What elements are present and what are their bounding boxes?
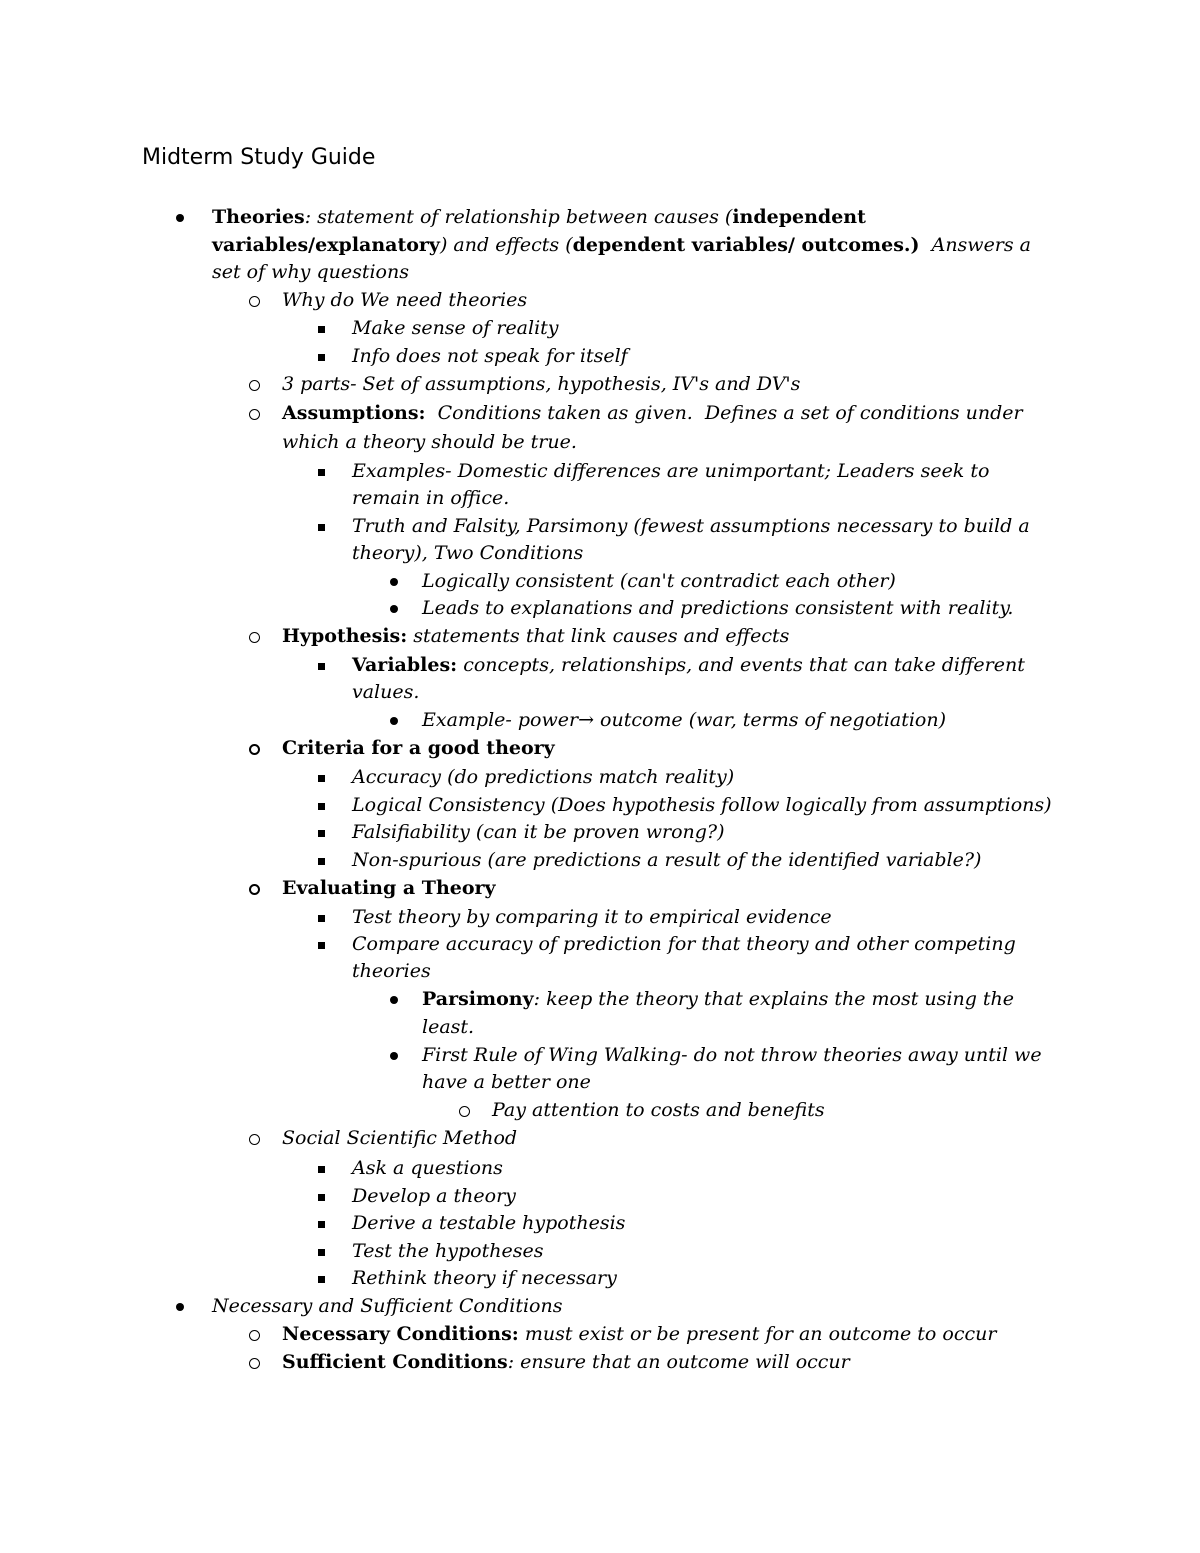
bullet-square-icon bbox=[309, 457, 333, 485]
outline-item: Social Scientific Method bbox=[282, 1127, 518, 1149]
theories-definition-line-3: set of why questions bbox=[212, 261, 409, 283]
outline-item: Test the hypotheses bbox=[352, 1240, 544, 1262]
outline-item: Falsifiability (can it be proven wrong?) bbox=[352, 821, 725, 843]
bullet-square-icon bbox=[309, 1154, 333, 1182]
assumptions-line-1: Assumptions: Conditions taken as given. Defines a set of conditions under bbox=[282, 402, 1023, 424]
bullet-square-icon bbox=[309, 651, 333, 679]
outline-item: Rethink theory if necessary bbox=[352, 1267, 617, 1289]
outline-item: Example- power→ outcome (war, terms of negotiation) bbox=[422, 709, 946, 731]
bullet-dot-icon bbox=[382, 985, 406, 1013]
bullet-circle-icon bbox=[242, 734, 266, 762]
outline-item-continued: remain in office. bbox=[352, 487, 510, 509]
outline-item: Examples- Domestic differences are unimportant; Leaders seek to bbox=[352, 460, 990, 482]
variables-line-2: values. bbox=[352, 681, 420, 703]
bullet-square-icon bbox=[309, 1237, 333, 1265]
bullet-square-icon bbox=[309, 846, 333, 874]
bullet-circle-icon bbox=[242, 1320, 266, 1348]
sufficient-conditions-line: Sufficient Conditions: ensure that an outcome will occur bbox=[282, 1351, 850, 1373]
bullet-square-icon bbox=[309, 903, 333, 931]
bullet-square-icon bbox=[309, 1182, 333, 1210]
outline-item: 3 parts- Set of assumptions, hypothesis, IV's and DV's bbox=[282, 373, 801, 395]
bullet-square-icon bbox=[309, 791, 333, 819]
bullet-square-icon bbox=[309, 342, 333, 370]
bullet-square-icon bbox=[309, 1264, 333, 1292]
bullet-dot-icon bbox=[168, 1292, 192, 1320]
parsimony-line-2: least. bbox=[422, 1016, 475, 1038]
outline-item: Make sense of reality bbox=[352, 317, 559, 339]
necessary-conditions-line: Necessary Conditions: must exist or be present for an outcome to occur bbox=[282, 1323, 997, 1345]
outline-item: Develop a theory bbox=[352, 1185, 516, 1207]
bullet-square-icon bbox=[309, 818, 333, 846]
outline-item: Logically consistent (can't contradict each other) bbox=[422, 570, 896, 592]
bullet-circle-icon bbox=[242, 286, 266, 314]
criteria-heading: Criteria for a good theory bbox=[282, 737, 555, 759]
outline-item-continued: theory), Two Conditions bbox=[352, 542, 584, 564]
bullet-dot-icon bbox=[382, 567, 406, 595]
bullet-circle-icon bbox=[242, 874, 266, 902]
bullet-circle-icon bbox=[242, 399, 266, 427]
variables-line-1: Variables: concepts, relationships, and events that can take different bbox=[352, 654, 1025, 676]
outline-item: Info does not speak for itself bbox=[352, 345, 628, 367]
bullet-circle-icon bbox=[452, 1096, 476, 1124]
bullet-circle-icon bbox=[242, 622, 266, 650]
outline-item-continued: have a better one bbox=[422, 1071, 591, 1093]
outline-item: Ask a questions bbox=[352, 1157, 503, 1179]
bullet-square-icon bbox=[309, 1209, 333, 1237]
outline-item: Accuracy (do predictions match reality) bbox=[352, 766, 735, 788]
outline-item: Why do We need theories bbox=[282, 289, 528, 311]
evaluating-heading: Evaluating a Theory bbox=[282, 877, 496, 899]
outline-item-continued: theories bbox=[352, 960, 431, 982]
outline-item: Non-spurious (are predictions a result of the identified variable?) bbox=[352, 849, 982, 871]
page-title: Midterm Study Guide bbox=[142, 145, 376, 170]
outline-item: Necessary and Sufficient Conditions bbox=[212, 1295, 563, 1317]
outline-item: Test theory by comparing it to empirical evidence bbox=[352, 906, 832, 928]
bullet-square-icon bbox=[309, 512, 333, 540]
parsimony-line-1: Parsimony: keep the theory that explains the most using the bbox=[422, 988, 1015, 1010]
outline-item: Derive a testable hypothesis bbox=[352, 1212, 626, 1234]
outline-item: First Rule of Wing Walking- do not throw theories away until we bbox=[422, 1044, 1042, 1066]
outline-item: Pay attention to costs and benefits bbox=[492, 1099, 825, 1121]
assumptions-line-2: which a theory should be true. bbox=[282, 431, 577, 453]
bullet-dot-icon bbox=[382, 706, 406, 734]
bullet-circle-icon bbox=[242, 1124, 266, 1152]
outline-item: Leads to explanations and predictions consistent with reality. bbox=[422, 597, 1014, 619]
bullet-dot-icon bbox=[168, 203, 192, 231]
theories-definition-line-1: Theories: statement of relationship between causes (independent bbox=[212, 206, 866, 228]
bullet-dot-icon bbox=[382, 1041, 406, 1069]
hypothesis-line: Hypothesis: statements that link causes and effects bbox=[282, 625, 790, 647]
theories-definition-line-2: variables/explanatory) and effects (dependent variables/ outcomes.) Answers a bbox=[212, 234, 1032, 256]
bullet-square-icon bbox=[309, 763, 333, 791]
outline-item: Compare accuracy of prediction for that theory and other competing bbox=[352, 933, 1016, 955]
bullet-square-icon bbox=[309, 930, 333, 958]
bullet-square-icon bbox=[309, 314, 333, 342]
bullet-circle-icon bbox=[242, 370, 266, 398]
bullet-dot-icon bbox=[382, 594, 406, 622]
outline-item: Truth and Falsity, Parsimony (fewest assumptions necessary to build a bbox=[352, 515, 1030, 537]
bullet-circle-icon bbox=[242, 1348, 266, 1376]
outline-item: Logical Consistency (Does hypothesis follow logically from assumptions) bbox=[352, 794, 1052, 816]
